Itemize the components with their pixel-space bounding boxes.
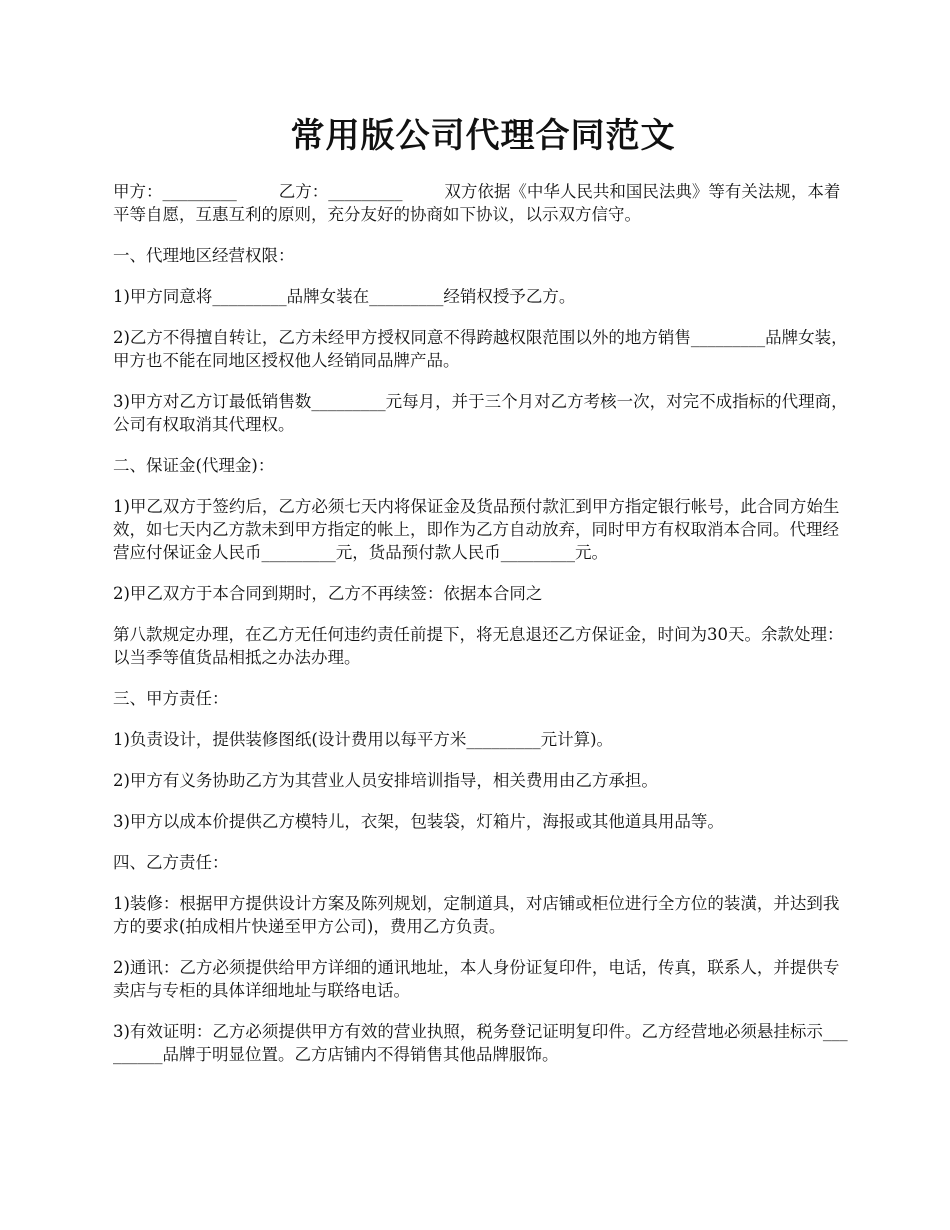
paragraph-1-3: 3)甲方对乙方订最低销售数_________元每月，并于三个月对乙方考核一次，对完不成指标的代理商，公司有权取消其代理权。 (113, 392, 848, 434)
paragraph-3-3: 3)甲方以成本价提供乙方模特儿，衣架，包装袋，灯箱片，海报或其他道具用品等。 (113, 812, 724, 831)
document-page (113, 110, 853, 1084)
section-heading-1: 一、代理地区经营权限： (113, 246, 295, 265)
section-heading-4: 四、乙方责任： (113, 853, 229, 872)
paragraph-2-1: 1)甲乙双方于签约后，乙方必须七天内将保证金及货品预付款汇到甲方指定银行帐号，此合同方始生效，如七天内乙方款未到甲方指定的帐上，即作为乙方自动放弃，同时甲方有权取消本合同。代理经营应付保证金人民币_________元，货品预付款人民币_________元。 (113, 497, 840, 562)
paragraph-intro: 甲方：_________ 乙方：_________ 双方依据《中华人民共和国民法典》等有关法规，本着平等自愿，互惠互利的原则，充分友好的协商如下协议，以示双方信守。 (113, 182, 841, 224)
paragraph-1-1: 1)甲方同意将_________品牌女装在_________经销权授予乙方。 (113, 287, 576, 306)
paragraph-2-2-cont: 第八款规定办理，在乙方无任何违约责任前提下，将无息退还乙方保证金，时间为30天。余款处理：以当季等值货品相抵之办法办理。 (113, 625, 844, 667)
section-heading-2: 二、保证金(代理金)： (113, 456, 275, 475)
paragraph-3-1: 1)负责设计，提供装修图纸(设计费用以每平方米_________元计算)。 (113, 730, 614, 749)
paragraph-4-3: 3)有效证明：乙方必须提供甲方有效的营业执照，税务登记证明复印件。乙方经营地必须悬挂标示_________品牌于明显位置。乙方店铺内不得销售其他品牌服饰。 (113, 1022, 848, 1064)
paragraph-4-1: 1)装修：根据甲方提供设计方案及陈列规划，定制道具，对店铺或柜位进行全方位的装潢，并达到我方的要求(拍成相片快递至甲方公司)，费用乙方负责。 (113, 894, 840, 936)
section-heading-3: 三、甲方责任： (113, 689, 229, 708)
paragraph-2-2: 2)甲乙双方于本合同到期时，乙方不再续签：依据本合同之 (113, 584, 543, 603)
paragraph-4-2: 2)通讯：乙方必须提供给甲方详细的通讯地址，本人身份证复印件，电话，传真，联系人，并提供专卖店与专柜的具体详细地址与联络电话。 (113, 958, 840, 1000)
document-title: 常用版公司代理合同范文 (290, 116, 676, 156)
paragraph-3-2: 2)甲方有义务协助乙方为其营业人员安排培训指导，相关费用由乙方承担。 (113, 771, 658, 790)
paragraph-1-2: 2)乙方不得擅自转让，乙方未经甲方授权同意不得跨越权限范围以外的地方销售_________品牌女装，甲方也不能在同地区授权他人经销同品牌产品。 (113, 328, 848, 370)
